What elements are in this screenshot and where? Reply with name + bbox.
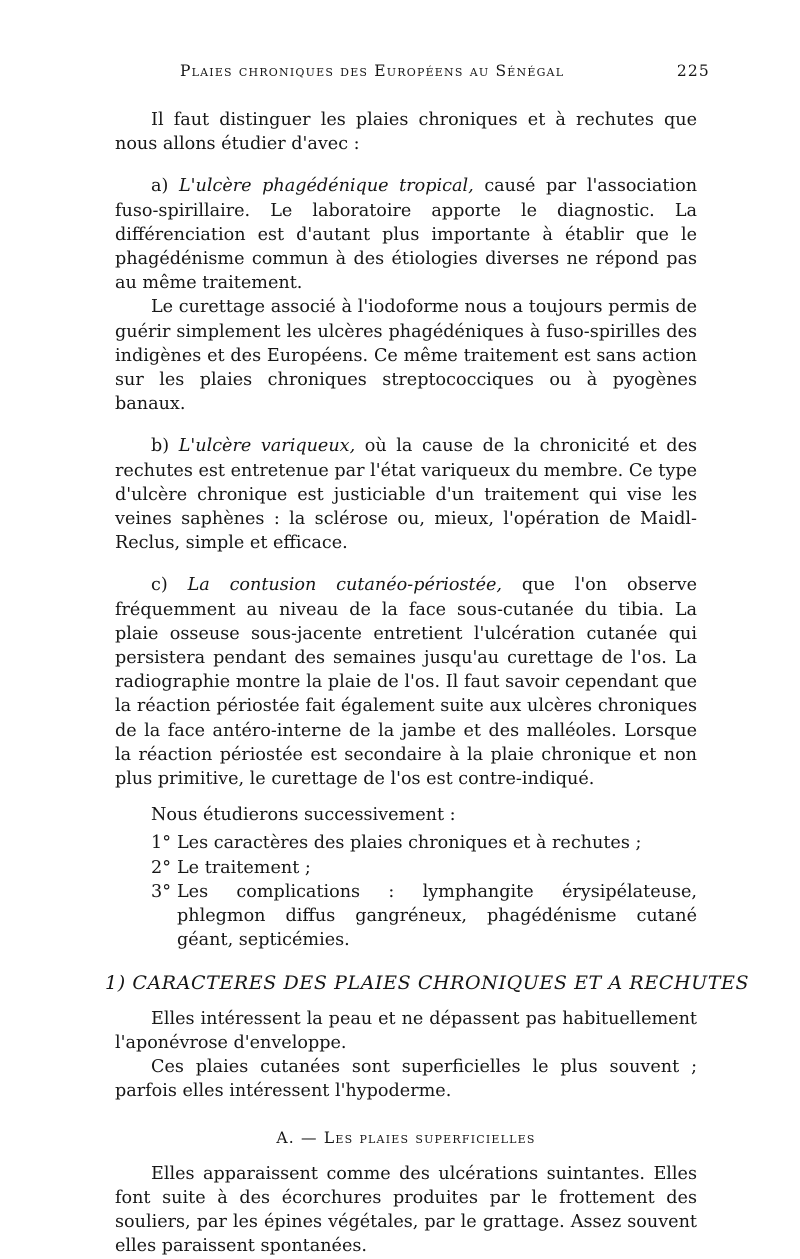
item-a-paragraph [115, 174, 697, 295]
item-b-label: b) [151, 436, 170, 457]
item-b-paragraph [115, 434, 697, 555]
item-a-text: causé par l'association fuso-spirillaire. Le laboratoire apporte le diagnostic. La différenciation est d'autant plus importante à établir que le phagédénisme commun à des étiologies diverses ne répond pas au même traitement. [115, 176, 698, 294]
list-item-number: 1° [151, 833, 171, 854]
item-b-title: L'ulcère variqueux, [178, 436, 356, 457]
list-item-text: Les caractères des plaies chroniques et à rechutes ; [177, 833, 642, 854]
study-intro: Nous étudierons successivement : [151, 805, 456, 826]
item-a-label: a) [151, 176, 169, 197]
list-item [151, 880, 697, 953]
running-title: Plaies chroniques des Européens au Sénégal [180, 62, 565, 80]
running-header [180, 62, 710, 80]
item-c-label: c) [151, 575, 168, 596]
page-number: 225 [676, 62, 710, 80]
list-item-text: Les complications : lymphangite érysipélateuse, phlegmon diffus gangréneux, phagédénisme cutané géant, septicémies. [177, 881, 697, 951]
item-c-paragraph [115, 573, 697, 791]
item-a-title: L'ulcère phagédénique tropical, [178, 176, 474, 197]
subsection-paragraph-1: Elles apparaissent comme des ulcérations suintantes. Elles font suite à des écorchures produites par le frottement des souliers, par les épines végétales, par le grattage. Assez souvent elles paraissent spontanées. [115, 1163, 697, 1257]
intro-paragraph: Il faut distinguer les plaies chroniques et à rechutes que nous allons étudier d'avec : [115, 110, 697, 155]
body-text [105, 108, 750, 1259]
item-a-followup: Le curettage associé à l'iodoforme nous a toujours permis de guérir simplement les ulcères phagédéniques à fuso-spirilles des indigènes et des Européens. Ce même traitement est sans action sur les plaies chroniques streptococciques ou à pyogènes banaux. [115, 297, 697, 415]
list-item-number: 2° [151, 857, 171, 878]
list-item-number: 3° [151, 881, 171, 902]
study-list [151, 831, 697, 952]
section-paragraph-2: Ces plaies cutanées sont superficielles le plus souvent ; parfois elles intéressent l'hypoderme. [115, 1057, 697, 1102]
list-item-text: Le traitement ; [177, 857, 311, 878]
list-item [151, 831, 697, 855]
subsection-heading: A. — Les plaies superficielles [276, 1128, 536, 1147]
item-c-title: La contusion cutanéo-périostée, [187, 575, 503, 596]
section-heading: 1) CARACTERES DES PLAIES CHRONIQUES ET A RECHUTES [105, 971, 750, 994]
item-b-text: où la cause de la chronicité et des rechutes est entretenue par l'état variqueux du membre. Ce type d'ulcère chronique est justiciable d'un traitement qui vise les veines saphènes : la sclérose ou, mieux, l'opération de Maidl-Reclus, simple et efficace. [115, 436, 698, 554]
section-paragraph-1: Elles intéressent la peau et ne dépassent pas habituellement l'aponévrose d'enveloppe. [115, 1008, 697, 1053]
item-c-text: que l'on observe fréquemment au niveau de la face sous-cutanée du tibia. La plaie osseuse sous-jacente entretient l'ulcération cutanée qui persistera pendant des semaines jusqu'au curettage de l'os. La radiographie montre la plaie de l'os. Il faut savoir cependant que la réaction périostée fait également suite aux ulcères chroniques de la face antéro-interne de la jambe et des malléoles. Lorsque la réaction périostée est secondaire à la plaie chronique et non plus primitive, le curettage de l'os est contre-indiqué. [115, 575, 698, 790]
list-item [151, 856, 697, 880]
